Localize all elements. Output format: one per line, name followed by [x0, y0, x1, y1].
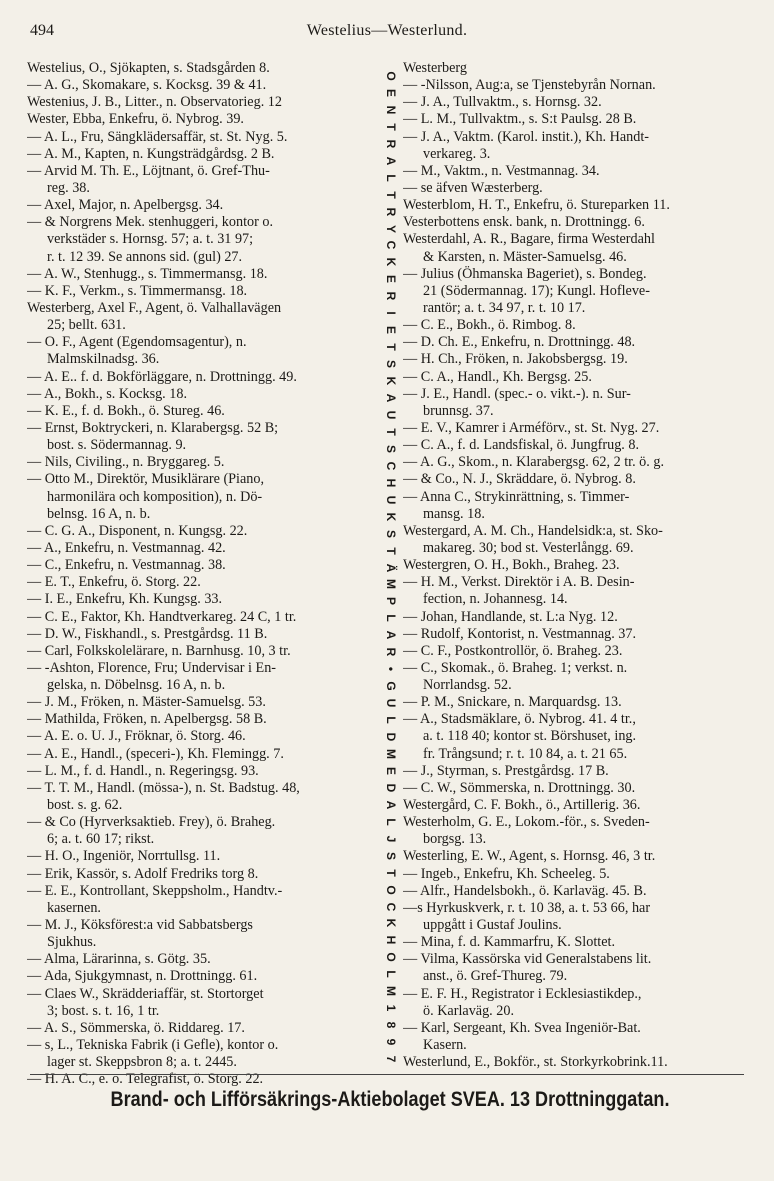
margin-letter: U — [384, 698, 398, 708]
directory-entry-line: — C., Skomak., ö. Braheg. 1; verkst. n. — [403, 659, 628, 676]
directory-entry-line: Norrlandsg. 52. — [423, 677, 512, 694]
margin-letter: R — [384, 647, 398, 657]
margin-letter: R — [384, 291, 398, 301]
margin-letter: A — [384, 156, 398, 166]
directory-entry-line: borgsg. 13. — [423, 831, 487, 848]
directory-entry-line: Westelius, O., Sjökapten, s. Stadsgården 8. — [27, 60, 270, 76]
margin-letter: L — [384, 174, 398, 182]
margin-letter: A — [384, 630, 398, 640]
margin-letter: M — [384, 986, 398, 997]
directory-entry-line: — A., Enkefru, n. Vestmannag. 42. — [27, 539, 226, 556]
directory-entry-line: — Johan, Handlande, st. L:a Nyg. 12. — [403, 608, 618, 625]
directory-entry-line: — Axel, Major, n. Apelbergsg. 34. — [27, 197, 224, 214]
directory-entry-line: — H. M., Verkst. Direktör i A. B. Desin- — [403, 574, 635, 591]
directory-entry-line: — Claes W., Skrädderiaffär, st. Stortorget — [27, 985, 264, 1002]
page-number: 494 — [30, 22, 54, 39]
directory-entry-line: — Erik, Kassör, s. Adolf Fredriks torg 8. — [27, 865, 259, 882]
margin-letter: 8 — [384, 1021, 398, 1029]
margin-letter: C — [384, 461, 398, 471]
margin-letter: Ä — [384, 563, 398, 572]
directory-entry-line: Malmskilnadsg. 36. — [47, 351, 160, 368]
margin-letter: T — [384, 428, 398, 436]
directory-entry-line: — K. E., f. d. Bokh., ö. Stureg. 46. — [27, 402, 225, 419]
margin-letter: E — [384, 275, 398, 284]
directory-entry-line: Westerlund, E., Bokför., st. Storkyrkobrink.11. — [403, 1054, 668, 1071]
margin-letter: O — [384, 71, 398, 81]
directory-entry-line: brunnsg. 37. — [423, 402, 494, 419]
margin-letter: S — [384, 851, 398, 860]
directory-entry-line: Kasern. — [423, 1037, 467, 1054]
directory-entry-line: — Ada, Sjukgymnast, n. Drottningg. 61. — [27, 968, 258, 985]
margin-advertisement — [382, 70, 400, 1070]
directory-entry-line: verkareg. 3. — [423, 145, 491, 162]
right-column — [403, 60, 761, 1071]
directory-entry-line: — & Norgrens Mek. stenhuggeri, kontor o. — [27, 214, 274, 231]
directory-entry-line: — -Ashton, Florence, Fru; Undervisar i En- — [27, 659, 277, 676]
directory-entry-line: Sjukhus. — [47, 934, 97, 951]
directory-entry-line: — A., Stadsmäklare, ö. Nybrog. 41. 4 tr., — [403, 711, 636, 728]
directory-entry-line: — H. A. C., e. o. Telegrafist, ö. Storg. 22. — [27, 1071, 264, 1088]
directory-entry-line: — J., Styrman, s. Prestgårdsg. 17 B. — [403, 762, 609, 779]
directory-entry-line: — A. L., Fru, Sängklädersaffär, st. St. Nyg. 5. — [27, 128, 288, 145]
directory-entry-line: — L. M., f. d. Handl., n. Regeringsg. 93. — [27, 762, 259, 779]
directory-entry-line: — Mathilda, Fröken, n. Apelbergsg. 58 B. — [27, 711, 267, 728]
directory-entry-line: Westergard, A. M. Ch., Handelsidk:a, st. Sko- — [403, 522, 663, 539]
directory-entry-line: — Mina, f. d. Kammarfru, K. Slottet. — [403, 934, 615, 951]
directory-entry-line: — Rudolf, Kontorist, n. Vestmannag. 37. — [403, 625, 637, 642]
margin-letter: E — [384, 766, 398, 775]
directory-entry-line: a. t. 118 40; kontor st. Börshuset, ing. — [423, 728, 637, 745]
directory-entry-line: belnsg. 16 A, n. b. — [47, 505, 151, 522]
margin-letter: D — [384, 783, 398, 793]
margin-letter: 9 — [384, 1038, 398, 1046]
directory-entry-line: — K. F., Verkm., s. Timmermansg. 18. — [27, 282, 248, 299]
directory-entry-line: — Karl, Sergeant, Kh. Svea Ingeniör-Bat. — [403, 1019, 641, 1036]
left-column — [27, 60, 385, 1088]
directory-entry-line: kasernen. — [47, 899, 101, 916]
margin-letter: E — [384, 326, 398, 335]
margin-letter: E — [384, 88, 398, 97]
margin-letter: K — [384, 376, 398, 386]
directory-entry-line: fr. Trångsund; r. t. 10 84, a. t. 21 65. — [423, 745, 628, 762]
directory-entry-line: — s, L., Tekniska Fabrik (i Gefle), kontor o. — [27, 1037, 279, 1054]
margin-letter: L — [384, 614, 398, 623]
directory-entry-line: anst., ö. Gref-Thureg. 79. — [423, 968, 568, 985]
directory-entry-line: 25; bellt. 631. — [47, 317, 126, 334]
margin-letter: C — [384, 902, 398, 911]
directory-entry-line: — T. T. M., Handl. (mössa-), n. St. Badstug. 48, — [27, 779, 300, 796]
directory-entry-line: — A., Bokh., s. Kocksg. 18. — [27, 385, 188, 402]
directory-entry-line: — E. F. H., Registrator i Ecklesiastikdep., — [403, 985, 642, 1002]
margin-letter: S — [384, 360, 398, 369]
directory-entry-line: — M., Vaktm., n. Vestmannag. 34. — [403, 162, 600, 179]
directory-entry-line: Westerberg — [403, 60, 467, 76]
margin-letter: A — [384, 800, 398, 810]
directory-entry-line: — L. M., Tullvaktm., s. S:t Paulsg. 28 B. — [403, 111, 637, 128]
margin-letter: T — [384, 190, 398, 199]
margin-letter: M — [384, 748, 398, 759]
directory-entry-line: makareg. 30; bod st. Vesterlångg. 69. — [423, 539, 634, 556]
directory-entry-line: — E. V., Kamrer i Arméförv., st. St. Nyg. 27. — [403, 419, 660, 436]
margin-letter: S — [384, 529, 398, 538]
margin-letter: D — [384, 732, 398, 742]
directory-entry-line: — Nils, Civiling., n. Bryggareg. 5. — [27, 454, 225, 471]
directory-entry-line: — & Co., N. J., Skräddare, ö. Nybrog. 8. — [403, 471, 636, 488]
directory-entry-line: — Anna C., Strykinrättning, s. Timmer- — [403, 488, 630, 505]
footer-rule — [30, 1074, 744, 1075]
directory-entry-line: Westenius, J. B., Litter., n. Observatorieg. 12 — [27, 94, 282, 111]
directory-entry-line: Westergård, C. F. Bokh., ö., Artillerig. 36. — [403, 797, 641, 814]
directory-entry-line: 21 (Södermannag. 17); Kungl. Hofleve- — [423, 282, 650, 299]
directory-entry-line: — A. G., Skomakare, s. Kocksg. 39 & 41. — [27, 77, 267, 94]
directory-entry-line: — A. E., Handl., (speceri-), Kh. Flemingg. 7. — [27, 745, 284, 762]
directory-entry-line: ö. Karlaväg. 20. — [423, 1002, 515, 1019]
directory-entry-line: — I. E., Enkefru, Kh. Kungsg. 33. — [27, 591, 223, 608]
directory-entry-line: bost. s. g. 62. — [47, 797, 123, 814]
directory-entry-line: 6; a. t. 60 17; rikst. — [47, 831, 155, 848]
directory-entry-line: uppgått i Gustaf Joulins. — [423, 917, 562, 934]
directory-entry-line: — D. Ch. E., Enkefru, n. Drottningg. 48. — [403, 334, 636, 351]
running-head: Westelius—Westerlund. — [306, 22, 468, 39]
margin-letter: T — [384, 546, 398, 555]
directory-entry-line: — J. M., Fröken, n. Mäster-Samuelsg. 53. — [27, 694, 266, 711]
directory-entry-line: — E. E., Kontrollant, Skeppsholm., Handtv.- — [27, 882, 283, 899]
directory-entry-line: — A. E.. f. d. Bokförläggare, n. Drottningg. 49. — [27, 368, 297, 385]
margin-letter: K — [384, 258, 398, 267]
directory-entry-line: — Carl, Folkskolelärare, n. Barnhusg. 10, 3 tr. — [27, 642, 291, 659]
directory-entry-line: — C., Enkefru, n. Vestmannag. 38. — [27, 557, 226, 574]
directory-entry-line: — C. E., Bokh., ö. Rimbog. 8. — [403, 317, 576, 334]
margin-letter: P — [384, 597, 398, 606]
directory-entry-line: — J. A., Vaktm. (Karol. instit.), Kh. Handt- — [403, 128, 650, 145]
margin-letter: K — [384, 919, 398, 928]
directory-entry-line: — -Nilsson, Aug:a, se Tjenstebyrån Nornan. — [403, 77, 656, 94]
margin-letter: T — [384, 123, 398, 131]
page-header — [30, 22, 744, 44]
directory-entry-line: Westerholm, G. E., Lokom.-för., s. Sveden- — [403, 814, 650, 831]
directory-entry-line: — Alma, Lärarinna, s. Götg. 35. — [27, 951, 211, 968]
directory-entry-line: — Arvid M. Th. E., Löjtnant, ö. Gref-Thu- — [27, 162, 270, 179]
directory-entry-line: Westerdahl, A. R., Bagare, firma Westerdahl — [403, 231, 655, 248]
directory-entry-line: — H. O., Ingeniör, Norrtullsg. 11. — [27, 848, 221, 865]
directory-entry-line: — M. J., Köksförest:a vid Sabbatsbergs — [27, 917, 253, 934]
directory-entry-line: — P. M., Snickare, n. Marquardsg. 13. — [403, 694, 622, 711]
margin-letter: L — [384, 716, 398, 724]
directory-entry-line: — C. A., f. d. Landsfiskal, ö. Jungfrug. 8. — [403, 437, 640, 454]
directory-entry-line: lager st. Skeppsbron 8; a. t. 2445. — [47, 1054, 237, 1071]
directory-entry-line: — Vilma, Kassörska vid Generalstabens lit. — [403, 951, 652, 968]
margin-letter: 1 — [384, 1004, 398, 1012]
margin-letter: L — [384, 818, 398, 826]
directory-entry-line: — C. E., Faktor, Kh. Handtverkareg. 24 C, 1 tr. — [27, 608, 297, 625]
margin-letter: U — [384, 410, 398, 420]
margin-letter: S — [384, 444, 398, 453]
margin-letter: J — [384, 835, 398, 843]
directory-entry-line: — A. M., Kapten, n. Kungsträdgårdsg. 2 B. — [27, 145, 275, 162]
margin-letter: N — [384, 105, 398, 115]
directory-entry-line: — Alfr., Handelsbokh., ö. Karlaväg. 45. B. — [403, 882, 647, 899]
margin-letter: 7 — [384, 1055, 398, 1063]
margin-letter: M — [384, 579, 398, 590]
directory-entry-line: — Ernst, Boktryckeri, n. Klarabergsg. 52 B; — [27, 419, 279, 436]
directory-entry-line: verkstäder s. Hornsg. 57; a. t. 31 97; — [47, 231, 254, 248]
directory-entry-line: Westerberg, Axel F., Agent, ö. Valhallavägen — [27, 299, 282, 316]
directory-entry-line: — D. W., Fiskhandl., s. Prestgårdsg. 11 B. — [27, 625, 268, 642]
directory-entry-line: — Ingeb., Enkefru, Kh. Scheeleg. 5. — [403, 865, 610, 882]
margin-letter: R — [384, 207, 398, 216]
directory-entry-line: — A. W., Stenhugg., s. Timmermansg. 18. — [27, 265, 268, 282]
directory-entry-line: Vesterbottens ensk. bank, n. Drottningg. 6. — [403, 214, 645, 231]
directory-entry-line: Wester, Ebba, Enkefru, ö. Nybrog. 39. — [27, 111, 244, 128]
margin-letter: C — [384, 241, 398, 250]
directory-entry-line: — A. S., Sömmerska, ö. Riddareg. 17. — [27, 1019, 245, 1036]
directory-entry-line: mansg. 18. — [423, 505, 485, 522]
directory-entry-line: fection, n. Johannesg. 14. — [423, 591, 568, 608]
directory-entry-line: — A. G., Skom., n. Klarabergsg. 62, 2 tr. ö. g. — [403, 454, 665, 471]
margin-letter: O — [384, 884, 398, 895]
directory-entry-line: —s Hyrkuskverk, r. t. 10 38, a. t. 53 66, har — [403, 899, 651, 916]
directory-entry-line: — C. A., Handl., Kh. Bergsg. 25. — [403, 368, 592, 385]
directory-entry-line: & Karsten, n. Mäster-Samuelsg. 46. — [423, 248, 627, 265]
margin-letter: L — [384, 970, 398, 978]
margin-letter: T — [384, 868, 398, 877]
margin-letter: O — [384, 952, 398, 963]
directory-entry-line: reg. 38. — [47, 179, 90, 196]
directory-entry-line: bost. s. Södermannag. 9. — [47, 437, 187, 454]
directory-entry-line: — C. G. A., Disponent, n. Kungsg. 22. — [27, 522, 248, 539]
directory-entry-line: Westergren, O. H., Bokh., Braheg. 23. — [403, 557, 620, 574]
directory-entry-line: — C. W., Sömmerska, n. Drottningg. 30. — [403, 779, 636, 796]
directory-entry-line: harmonilära och komposition), n. Dö- — [47, 488, 263, 505]
directory-entry-line: gelska, n. Döbelnsg. 16 A, n. b. — [47, 677, 226, 694]
directory-entry-line: rantör; a. t. 34 97, r. t. 10 17. — [423, 299, 586, 316]
margin-letter: K — [384, 512, 398, 521]
directory-entry-line: — A. E. o. U. J., Fröknar, ö. Storg. 46. — [27, 728, 246, 745]
directory-entry-line: — H. Ch., Fröken, n. Jakobsbergsg. 19. — [403, 351, 628, 368]
margin-letter: A — [384, 393, 398, 403]
margin-letter: H — [384, 478, 398, 488]
margin-letter: R — [384, 139, 398, 149]
directory-entry-line: — E. T., Enkefru, ö. Storg. 22. — [27, 574, 201, 591]
directory-entry-line: Westerblom, H. T., Enkefru, ö. Stureparken 11. — [403, 197, 670, 214]
directory-entry-line: — C. F., Postkontrollör, ö. Braheg. 23. — [403, 642, 623, 659]
directory-entry-line: 3; bost. s. t. 16, 1 tr. — [47, 1002, 160, 1019]
directory-entry-line: — O. F., Agent (Egendomsagentur), n. — [27, 334, 247, 351]
directory-entry-line: — se äfven Wæsterberg. — [403, 179, 543, 196]
directory-entry-line: — Otto M., Direktör, Musiklärare (Piano, — [27, 471, 265, 488]
margin-letter: I — [384, 311, 398, 315]
margin-letter: U — [384, 495, 398, 505]
directory-entry-line: r. t. 12 39. Se annons sid. (gul) 27. — [47, 248, 243, 265]
margin-letter: Y — [384, 224, 398, 233]
directory-entry-line: — J. A., Tullvaktm., s. Hornsg. 32. — [403, 94, 602, 111]
directory-entry-line: — J. E., Handl. (spec.- o. vikt.-). n. Sur- — [403, 385, 631, 402]
margin-letter: G — [384, 681, 398, 691]
directory-entry-line: Westerling, E. W., Agent, s. Hornsg. 46, 3 tr. — [403, 848, 656, 865]
directory-entry-line: — & Co (Hyrverksaktieb. Frey), ö. Braheg. — [27, 814, 276, 831]
directory-entry-line: — Julius (Öhmanska Bageriet), s. Bondeg. — [403, 265, 647, 282]
footer-banner: Brand- och Lifförsäkrings-Aktiebolaget SVEA. 13 Drottninggatan. — [110, 1088, 670, 1111]
margin-letter: H — [384, 936, 398, 945]
margin-letter: • — [384, 667, 398, 672]
margin-letter: T — [384, 343, 398, 351]
